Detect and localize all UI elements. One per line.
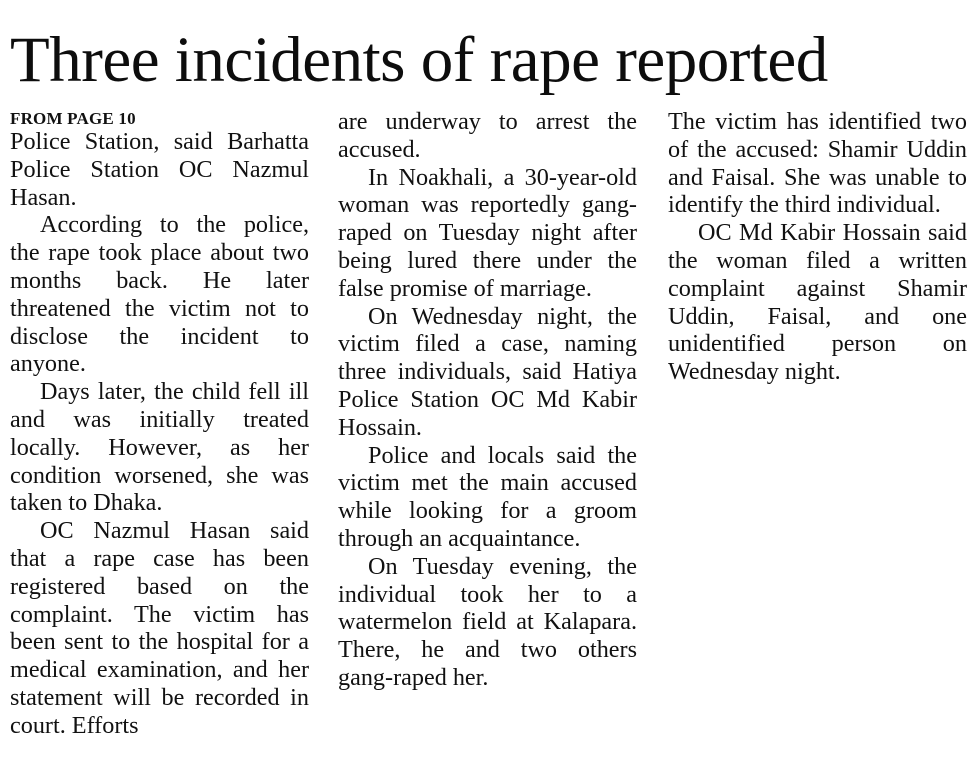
paragraph: On Wednesday night, the victim filed a case, naming three individuals, said Hatiya Police Station OC Md Kabir Hossain. <box>338 302 637 441</box>
article-column-2 <box>338 108 637 692</box>
continuation-kicker: FROM PAGE 10 <box>10 109 136 128</box>
paragraph: are underway to arrest the accused. <box>338 108 637 163</box>
article-column-1 <box>10 108 309 740</box>
paragraph: Police Station, said Barhatta Police Station OC Nazmul Hasan. <box>10 128 309 211</box>
paragraph: Days later, the child fell ill and was initially treated locally. However, as her condition worsened, she was taken to Dhaka. <box>10 378 309 517</box>
paragraph: On Tuesday evening, the individual took her to a watermelon field at Kalapara. There, he and two others gang-raped her. <box>338 552 637 691</box>
paragraph: Police and locals said the victim met the main accused while looking for a groom through an acquaintance. <box>338 441 637 552</box>
paragraph: In Noakhali, a 30-year-old woman was reportedly gang-raped on Tuesday night after being lured there under the false promise of marriage. <box>338 163 637 302</box>
headline: Three incidents of rape reported <box>10 24 828 96</box>
paragraph: The victim has identified two of the accused: Shamir Uddin and Faisal. She was unable to identify the third individual. <box>668 108 967 219</box>
paragraph: OC Md Kabir Hossain said the woman filed a written complaint against Shamir Uddin, Faisal, and one unidentified person on Wednesday night. <box>668 219 967 386</box>
paragraph: OC Nazmul Hasan said that a rape case has been registered based on the complaint. The victim has been sent to the hospital for a medical examination, and her statement will be recorded in court. Efforts <box>10 517 309 739</box>
article-column-3 <box>668 108 967 386</box>
paragraph: According to the police, the rape took place about two months back. He later threatened the victim not to disclose the incident to anyone. <box>10 211 309 378</box>
